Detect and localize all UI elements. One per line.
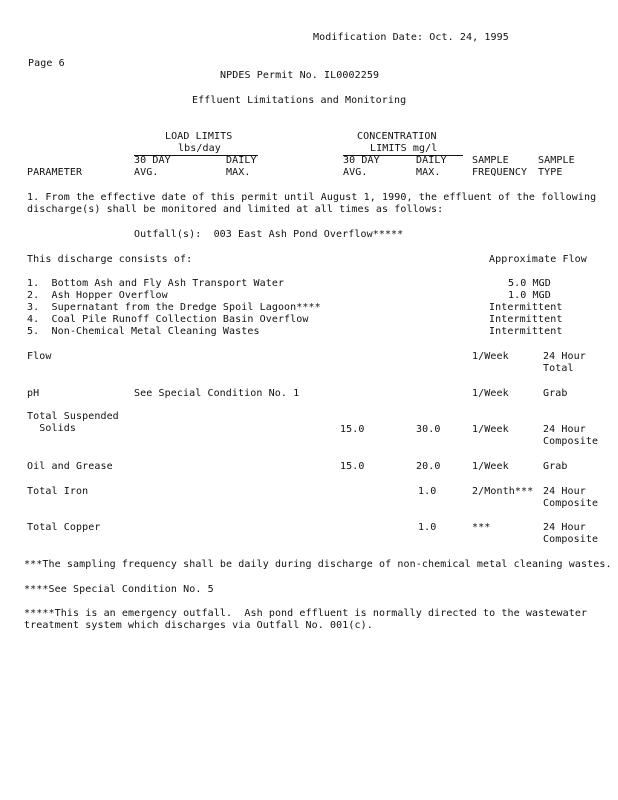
param-type-2: Total <box>543 363 574 374</box>
param-type-2: Composite <box>543 498 599 509</box>
footnote-five-star-line-2: treatment system which discharges via Outfall No. 001(c). <box>24 620 373 631</box>
param-frequency: *** <box>472 522 491 533</box>
param-type: 24 Hour <box>543 486 586 497</box>
consists-of-label: This discharge consists of: <box>27 254 193 265</box>
source-item: 4. Coal Pile Runoff Collection Basin Overflow <box>27 314 309 325</box>
param-type: Grab <box>543 388 568 399</box>
page-number: Page 6 <box>28 58 65 69</box>
param-conc-max: 1.0 <box>418 522 437 533</box>
param-type-2: Composite <box>543 436 599 447</box>
param-type: 24 Hour <box>543 522 586 533</box>
param-frequency: 1/Week <box>472 461 509 472</box>
param-name: Total Copper <box>27 522 101 533</box>
source-flow: Intermittent <box>489 314 563 325</box>
source-item: 2. Ash Hopper Overflow <box>27 290 168 301</box>
load-units: lbs/day <box>178 143 221 154</box>
param-name: Total Iron <box>27 486 89 497</box>
approx-flow-label: Approximate Flow <box>489 254 587 265</box>
source-flow: Intermittent <box>489 302 563 313</box>
load-avg-header: AVG. <box>134 167 159 178</box>
param-note: See Special Condition No. 1 <box>134 388 300 399</box>
source-flow: Intermittent <box>489 326 563 337</box>
conc-daily-rule <box>414 155 463 156</box>
param-name: Oil and Grease <box>27 461 113 472</box>
load-30-day-header: 30 DAY <box>134 155 171 166</box>
param-name: Total Suspended <box>27 411 119 422</box>
sample-freq-header: SAMPLE <box>472 155 509 166</box>
type-header: TYPE <box>538 167 563 178</box>
source-flow: 5.0 MGD <box>508 278 551 289</box>
intro-line-2: discharge(s) shall be monitored and limited at all times as follows: <box>27 204 444 215</box>
param-type-2: Composite <box>543 534 599 545</box>
intro-line-1: 1. From the effective date of this permit until August 1, 1990, the effluent of the following <box>27 192 597 203</box>
parameter-header: PARAMETER <box>27 167 83 178</box>
param-conc-avg: 15.0 <box>340 461 365 472</box>
conc-daily-header: DAILY <box>416 155 447 166</box>
source-item: 1. Bottom Ash and Fly Ash Transport Water <box>27 278 285 289</box>
param-name-2: Solids <box>27 423 76 434</box>
conc-max-header: MAX. <box>416 167 441 178</box>
permit-number: NPDES Permit No. IL0002259 <box>220 70 380 81</box>
param-conc-avg: 15.0 <box>340 424 365 435</box>
param-type: 24 Hour <box>543 351 586 362</box>
footnote-four-star: ****See Special Condition No. 5 <box>24 584 214 595</box>
param-frequency: 1/Week <box>472 424 509 435</box>
source-item: 5. Non-Chemical Metal Cleaning Wastes <box>27 326 260 337</box>
param-conc-max: 1.0 <box>418 486 437 497</box>
param-frequency: 2/Month*** <box>472 486 534 497</box>
footnote-three-star: ***The sampling frequency shall be daily during discharge of non-chemical metal cleaning wastes. <box>24 559 612 570</box>
source-item: 3. Supernatant from the Dredge Spoil Lagoon**** <box>27 302 321 313</box>
param-conc-max: 30.0 <box>416 424 441 435</box>
conc-30-day-header: 30 DAY <box>343 155 380 166</box>
source-flow: 1.0 MGD <box>508 290 551 301</box>
sample-type-header: SAMPLE <box>538 155 575 166</box>
modification-date: Modification Date: Oct. 24, 1995 <box>313 32 509 43</box>
param-conc-max: 20.0 <box>416 461 441 472</box>
load-limits-heading: LOAD LIMITS <box>165 131 233 142</box>
page-title: Effluent Limitations and Monitoring <box>192 95 407 106</box>
outfall-line: Outfall(s): 003 East Ash Pond Overflow***** <box>134 229 404 240</box>
concentration-heading: CONCENTRATION <box>357 131 437 142</box>
param-type: Grab <box>543 461 568 472</box>
param-name: pH <box>27 388 40 399</box>
conc-avg-header: AVG. <box>343 167 368 178</box>
load-max-header: MAX. <box>226 167 251 178</box>
param-name: Flow <box>27 351 52 362</box>
concentration-units: LIMITS mg/l <box>370 143 438 154</box>
footnote-five-star-line-1: *****This is an emergency outfall. Ash pond effluent is normally directed to the wastewater <box>24 608 588 619</box>
param-type: 24 Hour <box>543 424 586 435</box>
load-daily-header: DAILY <box>226 155 257 166</box>
param-frequency: 1/Week <box>472 351 509 362</box>
frequency-header: FREQUENCY <box>472 167 528 178</box>
param-frequency: 1/Week <box>472 388 509 399</box>
